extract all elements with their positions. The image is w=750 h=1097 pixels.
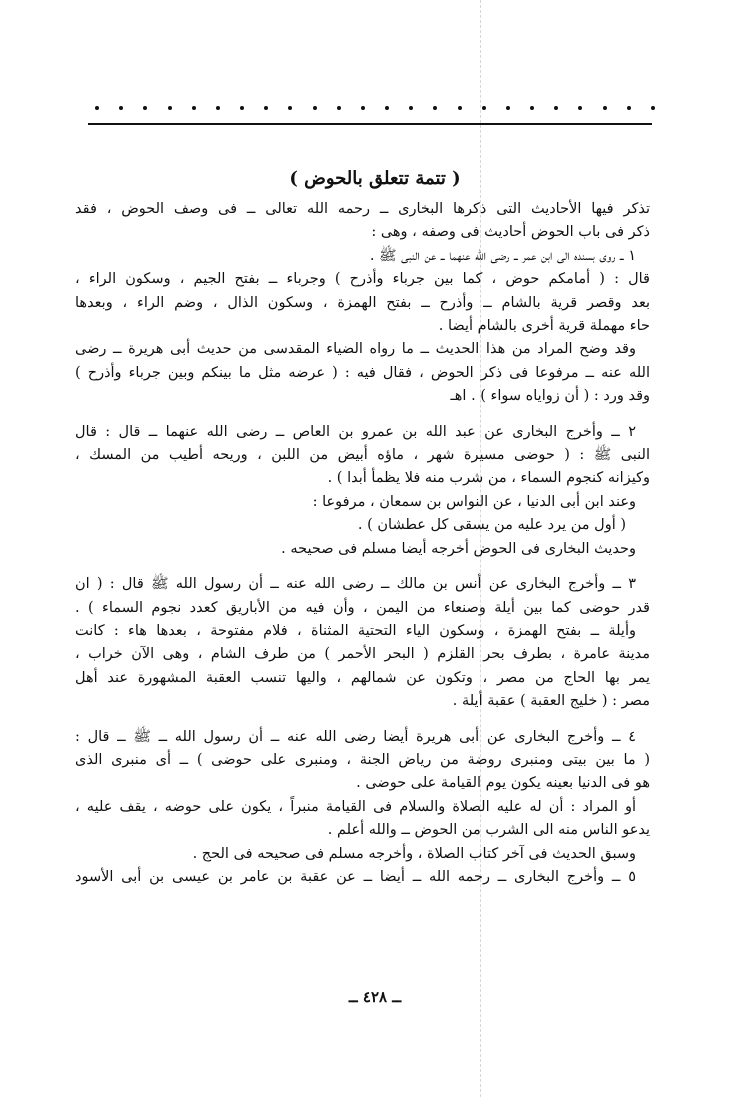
text-line: وأيلة ــ بفتح الهمزة ، وسكون الياء التحتية المثناة ، فلام مفتوحة ، بعدها هاء : كانت [75,622,636,639]
text-line: وقد ورد : ( أن زواياه سواء ) . اهـ [450,388,650,405]
text-line: ٣ ــ وأخرج البخارى عن أنس بن مالك ــ رضى الله عنه ــ أن رسول الله ﷺ قال : ( ان [75,576,636,593]
text-line: أو المراد : أن له عليه الصلاة والسلام فى القيامة منبراً ، يكون على حوضه ، يقف عليه ، [75,798,636,815]
text-line: ( أول من يرد عليه من يسقى كل عطشان ) . [357,517,626,534]
text-line: وحديث البخارى فى الحوض أخرجه أيضا مسلم فى صحيحه . [281,540,636,557]
text-line: قال : ( أمامكم حوض ، كما بين جرباء وأذرح ) وجرباء ــ بفتح الجيم ، وسكون الراء ، [75,271,650,288]
text-line: وكيزانه كنجوم السماء ، من شرب منه فلا يظمأ أبدا ) . [327,470,650,487]
header-rule [88,123,652,125]
section-title: ( تتمة تتعلق بالحوض ) [289,168,461,189]
text-line: ( ما بين بيتى ومنبرى روضة من رياض الجنة ، ومنبرى على حوضى ) ــ أى منبرى الذى [75,751,650,768]
text-line: ٤ ــ وأخرج البخارى عن أبى هريرة أيضا رضى الله عنه ــ أن رسول الله ــ ﷺ ــ قال : [75,728,636,745]
text-line: وسبق الحديث فى آخر كتاب الصلاة ، وأخرجه مسلم فى صحيحه فى الحج . [192,845,636,862]
page-number: ــ ٤٢٨ ــ [348,988,402,1006]
text-line: ٥ ــ وأخرج البخارى ــ رحمه الله ــ أيضا ــ عن عقبة بن عامر بن عيسى بن أبى الأسود [75,868,636,885]
text-line: ١ ــ روى بسنده الى ابن عمر ــ رضى الله عنهما ــ عن النبى ﷺ . [369,247,636,264]
text-line: مدينة عامرة ، بطرف بحر القلزم ( البحر الأحمر ) من طرف الشام ، وهى الآن خراب ، [75,646,650,663]
text-line: ذكر فى باب الحوض أحاديث فى وصفه ، وهى : [371,224,650,241]
text-line: هو فى الدنيا بعينه يكون يوم القيامة على حوضى . [356,775,650,792]
text-line: مصر : ( خليج العقبة ) عقبة أيلة . [452,693,650,710]
text-line: ٢ ــ وأخرج البخارى عن عبد الله بن عمرو بن العاص ــ رضى الله عنهما ــ قال : قال [75,423,636,440]
text-line: النبى ﷺ : ( حوضى مسيرة شهر ، ماؤه أبيض من اللبن ، وريحه أطيب من المسك ، [75,447,650,464]
text-line: يدعو الناس منه الى الشرب من الحوض ــ والله أعلم . [327,822,650,839]
text-line: الله عنه ــ مرفوعا فى ذكر الحوض ، فقال فيه : ( عرضه مثل ما بينكم وبين جرباء وأذرح ) [75,364,650,381]
text-line: بعد وقصر قرية بالشام ــ وأذرح ــ بفتح الهمزة ، وسكون الذال ، وضم الراء ، وبعدها [75,294,650,311]
text-line: وقد وضح المراد من هذا الحديث ــ ما رواه الضياء المقدسى من حديث أبى هريرة ــ رضى [75,341,636,358]
text-line: حاء مهملة قرية أخرى بالشام أيضا . [438,318,650,335]
text-line: وعند ابن أبى الدنيا ، عن النواس بن سمعان ، مرفوعا : [312,493,636,510]
text-line: تذكر فيها الأحاديث التى ذكرها البخارى ــ رحمه الله تعالى ــ فى وصف الحوض ، فقد [75,201,650,217]
text-line: يمر بها الحاج من مصر ، وتكون عن شمالهم ، واليها تنسب العقبة المشهورة عند أهل [75,669,650,686]
text-line: قدر حوضى كما بين أيلة وصنعاء من اليمن ، وأن فيه من الأباريق كعدد نجوم السماء ) . [75,599,650,616]
body-text [75,198,650,889]
header-dots [95,106,655,110]
